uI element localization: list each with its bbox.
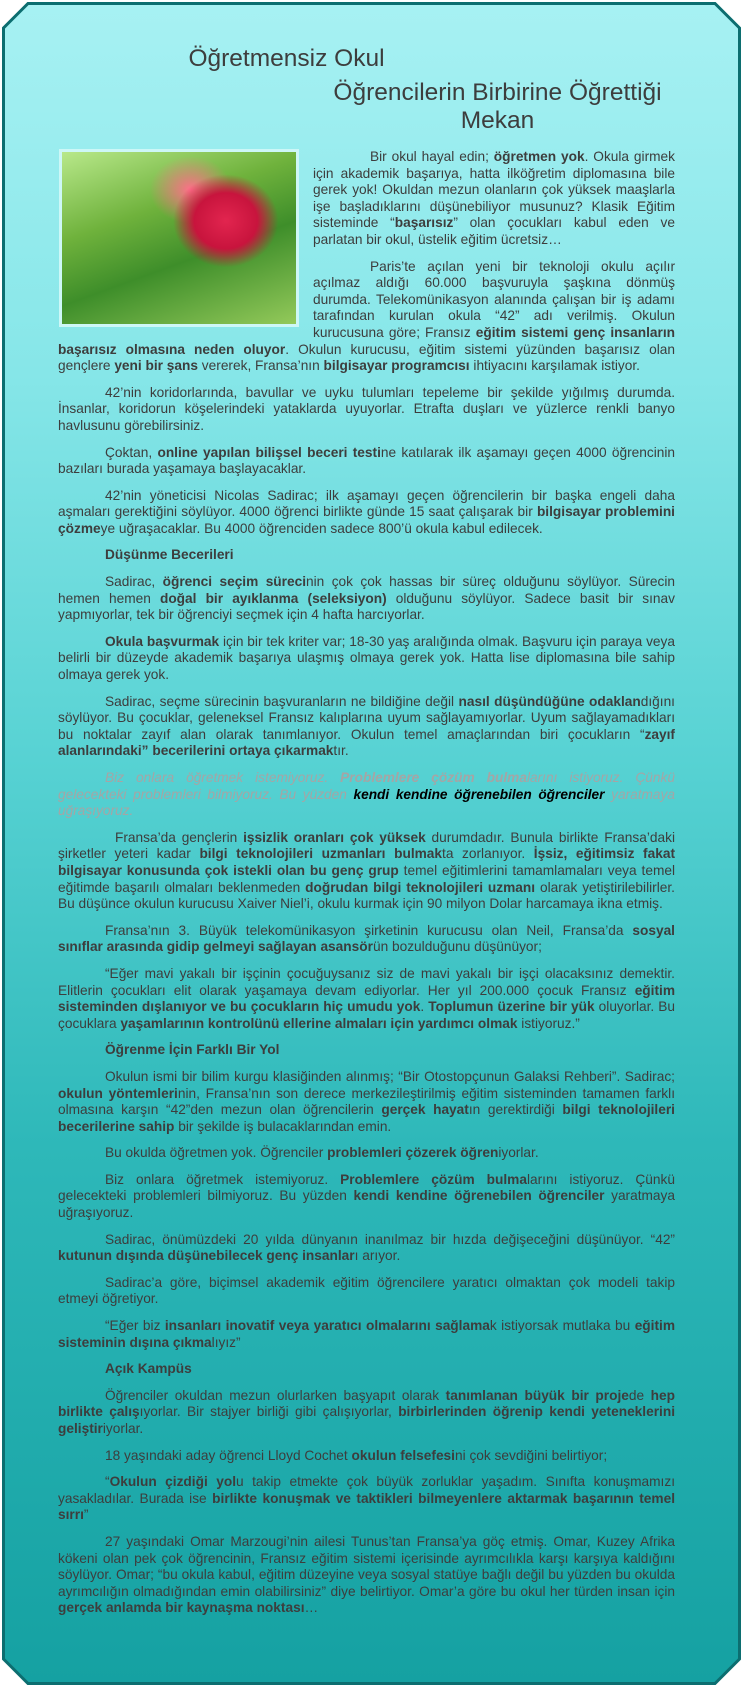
paragraph: Sadirac, önümüzdeki 20 yılda dünyanın inanılmaz bir hızda değişeceğini düşünüyor. “42” kutunun dışında düşünebilecek genç insanları arıyor.	[58, 1231, 675, 1264]
paragraph: Okula başvurmak için bir tek kriter var; 18-30 yaş aralığında olmak. Başvuru için paraya veya belirli bir düzeyde akademik başarıya ulaşmış olmaya gerek yok. Hatta lise diplomasına bile sahip olmaya gerek yok.	[58, 633, 675, 683]
section-heading: Düşünme Becerileri	[105, 547, 234, 563]
paragraph: 27 yaşındaki Omar Marzougi’nin ailesi Tunus’tan Fransa’ya göç etmiş. Omar, Kuzey Afrika kökeni olan pek çok öğrencinin, Fransız eğitim sistemi içerisinde ayrımcılıkla karşı karşıya kaldığını söylüyor. Omar; “bu okula kabul, eğitim düzeyine veya sosyal statüye bağlı değil bu yüzden bu okulda ayrımcılığın olmadığından emin olabilirsiniz” diye belirtiyor. Omar’a göre bu okul her türden insan için gerçek anlamda bir kaynaşma noktası…	[58, 1533, 675, 1616]
paragraph: Fransa’nın 3. Büyük telekomünikasyon şirketinin kurucusu olan Neil, Fransa’da sosyal sınıflar arasında gidip gelmeyi sağlayan asansörün bozulduğunu düşünüyor;	[58, 922, 675, 955]
paragraph: 42’nin yöneticisi Nicolas Sadirac; ilk aşamayı geçen öğrencilerin bir başka engeli daha aşmaları gerektiğini söylüyor. 4000 öğrenci birlikte günde 15 saat çalışarak bir bilgisayar problemini çözmeye uğraşacaklar. Bu 4000 öğrenciden sadece 800’ü okula kabul edilecek.	[58, 487, 675, 536]
paragraph: “Eğer mavi yakalı bir işçinin çocuğuysanız siz de mavi yakalı bir işçi olacaksınız demektir. Elitlerin çocukları elit olarak yaşamaya devam ediyorlar. Her yıl 200.000 çocuk Fransız eğitim sisteminden dışlanıyor ve bu çocukların hiç umudu yok. Toplumun üzerine bir yük oluyorlar. Bu çocuklara yaşamlarının kontrolünü ellerine almaları için yardımcı olmak istiyoruz.”	[58, 965, 676, 1031]
paragraph: Paris’te açılan yeni bir teknoloji okulu açılır açılmaz aldığı 60.000 başvuruyla şaşkına dönmüş durumda. Telekomünikasyon alanında çalışan bir iş adamı tarafından kurulan okula “42” adı verilmiş. Okulun kurucusuna göre; Fransız eğitim sistemi genç insanların başarısız olmasına neden oluyor. Okulun kurucusu, eğitim sistemi yüzünden başarısız olan gençlere yeni bir şans vererek, Fransa’nın bilgisayar programcısı ihtiyacını karşılamak istiyor.	[58, 258, 675, 374]
rose-image	[59, 149, 299, 327]
paragraph: Çoktan, online yapılan bilişsel beceri testine katılarak ilk aşamayı geçen 4000 öğrencinin bazıları burada yaşamaya başlayacaklar.	[58, 444, 675, 477]
paragraph: Sadirac, seçme sürecinin başvuranların ne bildiğine değil nasıl düşündüğüne odaklandığını söylüyor. Bu çocuklar, geleneksel Fransız kalıplarına uyum sağlayamıyorlar. Uyum sağlayamadıkları bu noktalar zayıf alan olarak tanımlanıyor. Okulun temel amaçlarından biri çocukların “zayıf alanlarındaki” becerilerini ortaya çıkarmaktır.	[58, 693, 675, 759]
section-heading: Açık Kampüs	[105, 1361, 192, 1377]
paragraph: Öğrenciler okuldan mezun olurlarken başyapıt olarak tanımlanan büyük bir projede hep birlikte çalışıyorlar. Bir stajyer birliği gibi çalışıyorlar, birbirlerinden öğrenip kendi yeteneklerini geliştiriyorlar.	[58, 1387, 676, 1436]
subtitle-line-2: Mekan	[460, 107, 535, 134]
section-heading: Öğrenme İçin Farklı Bir Yol	[105, 1042, 280, 1058]
paragraph: 18 yaşındaki aday öğrenci Lloyd Cochet okulun felsefesini çok sevdiğini belirtiyor;	[105, 1447, 608, 1463]
paragraph: Okulun ismi bir bilim kurgu klasiğinden alınmış; “Bir Otostopçunun Galaksi Rehberi”. Sadirac; okulun yöntemlerinin, Fransa’nın son derece merkezileştirilmiş eğitim sisteminden tamamen farklı olmasına karşın “42”den mezun olan öğrencilerin gerçek hayatın gerektirdiği bilgi teknolojileri becerilerine sahip bir şekilde iş bulacaklarından emin.	[58, 1068, 675, 1134]
paragraph: Bir okul hayal edin; öğretmen yok. Okula girmek için akademik başarıya, hatta ilköğretim diplomasına bile gerek yok! Okuldan mezun olanların çok yüksek maaşlarla işe başladıklarını düşünebiliyor musunuz? Klasik Eğitim sisteminde “başarısız” olan çocukları kabul eden ve parlatan bir okul, üstelik eğitim ücretsiz…	[313, 149, 675, 247]
article-subtitle	[320, 79, 675, 135]
subtitle-line-1: Öğrencilerin Birbirine Öğrettiği	[333, 79, 662, 106]
paragraph: Sadirac, öğrenci seçim sürecinin çok çok hassas bir süreç olduğunu söylüyor. Sürecin hemen hemen doğal bir ayıklanma (seleksiyon) olduğunu söylüyor. Sadece basit bir sınav yapmıyorlar, tek bir öğrenciyi seçmek için 4 hafta harcıyorlar.	[58, 574, 675, 623]
paragraph: Bu okulda öğretmen yok. Öğrenciler problemleri çözerek öğreniyorlar.	[105, 1145, 539, 1161]
quote-paragraph: Biz onlara öğretmek istemiyoruz. Problemlere çözüm bulmalarını istiyoruz. Çünkü gelecekteki problemleri bilmiyoruz. Bu yüzden kendi kendine öğrenebilen öğrenciler yaratmaya uğraşıyoruz.	[58, 770, 675, 819]
paragraph: Sadirac’a göre, biçimsel akademik eğitim öğrencilere yaratıcı olmaktan çok modeli takip etmeyi öğretiyor.	[58, 1274, 675, 1307]
paragraph: Biz onlara öğretmek istemiyoruz. Problemlere çözüm bulmalarını istiyoruz. Çünkü gelecekteki problemleri bilmiyoruz. Bu yüzden kendi kendine öğrenebilen öğrenciler yaratmaya uğraşıyoruz.	[58, 1171, 675, 1221]
paragraph: Fransa’da gençlerin işsizlik oranları çok yüksek durumdadır. Bunula birlikte Fransa’daki şirketler yeteri kadar bilgi teknolojileri uzmanları bulmakta zorlanıyor. İşsiz, eğitimsiz fakat bilgisayar konusunda çok istekli olan bu genç grup temel eğitimlerini tamamlamaları veya temel eğitimde başarılı olmaları beklenmeden doğrudan bilgi teknolojileri uzmanı olarak yetiştirilebilirler. Bu düşünce okulun kurucusu Xaiver Niel’i, okulu kurmak için 90 milyon Dolar harcamaya ikna etmiş.	[58, 829, 676, 912]
article	[58, 40, 675, 1627]
paragraph: 42’nin koridorlarında, bavullar ve uyku tulumları tepeleme bir şekilde yığılmış durumda. İnsanlar, koridorun köşelerindeki yataklarda uyuyorlar. Etrafta duşları ve yüzlerce renkli banyo havlusunu görebilirsiniz.	[58, 384, 675, 433]
article-title: Öğretmensiz Okul	[188, 45, 385, 72]
paragraph: “Eğer biz insanları inovatif veya yaratıcı olmalarını sağlamak istiyorsak mutlaka bu eğitim sisteminin dışına çıkmalıyız”	[58, 1318, 675, 1350]
paragraph: “Okulun çizdiği yolu takip etmekte çok büyük zorluklar yaşadım. Sınıfta konuşmamızı yasakladılar. Burada ise birlikte konuşmak ve taktikleri bilmeyenlere aktarmak başarının temel sırrı”	[58, 1474, 676, 1523]
